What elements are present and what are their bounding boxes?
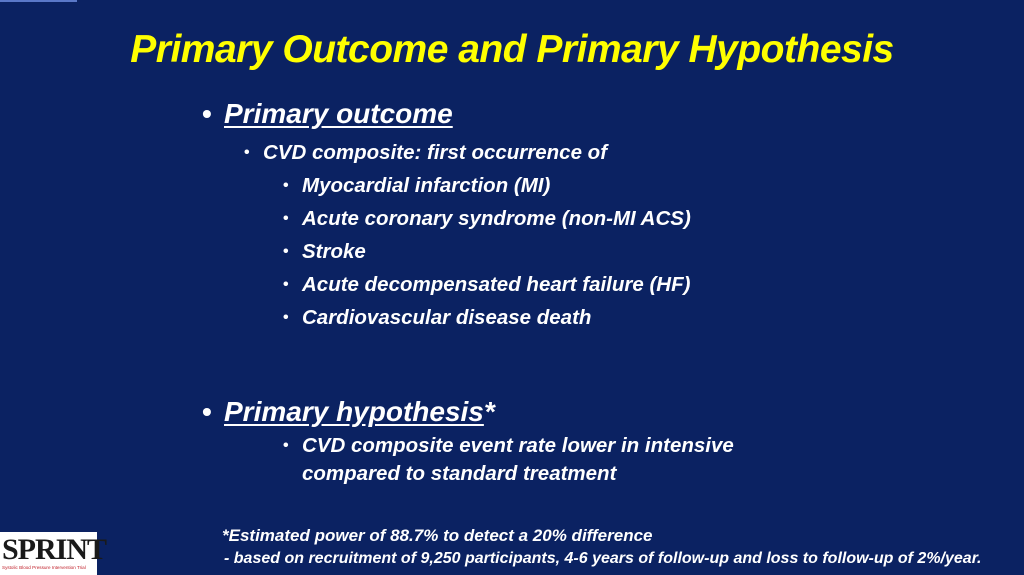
outcome-item-text: Cardiovascular disease death — [302, 306, 592, 329]
outcome-item-text: Myocardial infarction (MI) — [302, 174, 551, 197]
bullet: • — [283, 437, 289, 454]
hypothesis-line-1: CVD composite event rate lower in intensive — [302, 434, 734, 457]
bullet: • — [283, 210, 289, 227]
bullet: • — [283, 276, 289, 293]
bullet: • — [202, 396, 212, 427]
outcome-sub-item — [244, 141, 607, 165]
outcome-item — [283, 306, 591, 330]
hypothesis-item — [283, 434, 734, 458]
primary-outcome-label: Primary outcome — [224, 98, 453, 129]
outcome-item-text: Stroke — [302, 240, 366, 263]
outcome-item — [283, 273, 690, 297]
sprint-logo — [0, 532, 107, 575]
outcome-item — [283, 174, 550, 198]
primary-hypothesis-label: Primary hypothesis — [224, 396, 484, 427]
outcome-item-text: Acute coronary syndrome (non-MI ACS) — [302, 207, 691, 230]
hypothesis-line-2: compared to standard treatment — [302, 462, 617, 485]
bullet: • — [283, 177, 289, 194]
primary-hypothesis-heading — [202, 396, 495, 428]
outcome-item — [283, 207, 691, 231]
logo-text: SPRINT — [2, 533, 107, 566]
logo-subtitle: Systolic Blood Pressure Intervention Trial — [2, 565, 86, 570]
bullet: • — [244, 144, 250, 161]
bullet: • — [283, 309, 289, 326]
bullet: • — [202, 98, 212, 129]
asterisk: * — [483, 396, 495, 427]
bullet: • — [283, 243, 289, 260]
outcome-sub-text: CVD composite: first occurrence of — [263, 141, 608, 164]
outcome-item — [283, 240, 366, 264]
top-accent-bar — [0, 0, 77, 2]
outcome-item-text: Acute decompensated heart failure (HF) — [302, 273, 691, 296]
footnote-line-1: *Estimated power of 88.7% to detect a 20% difference — [222, 526, 653, 545]
footnote-line-2: - based on recruitment of 9,250 participants, 4-6 years of follow-up and loss to follow-up of 2%/year. — [224, 550, 982, 567]
primary-outcome-heading — [202, 98, 453, 130]
slide-title: Primary Outcome and Primary Hypothesis — [130, 28, 894, 71]
hypothesis-item-continued — [302, 462, 616, 486]
